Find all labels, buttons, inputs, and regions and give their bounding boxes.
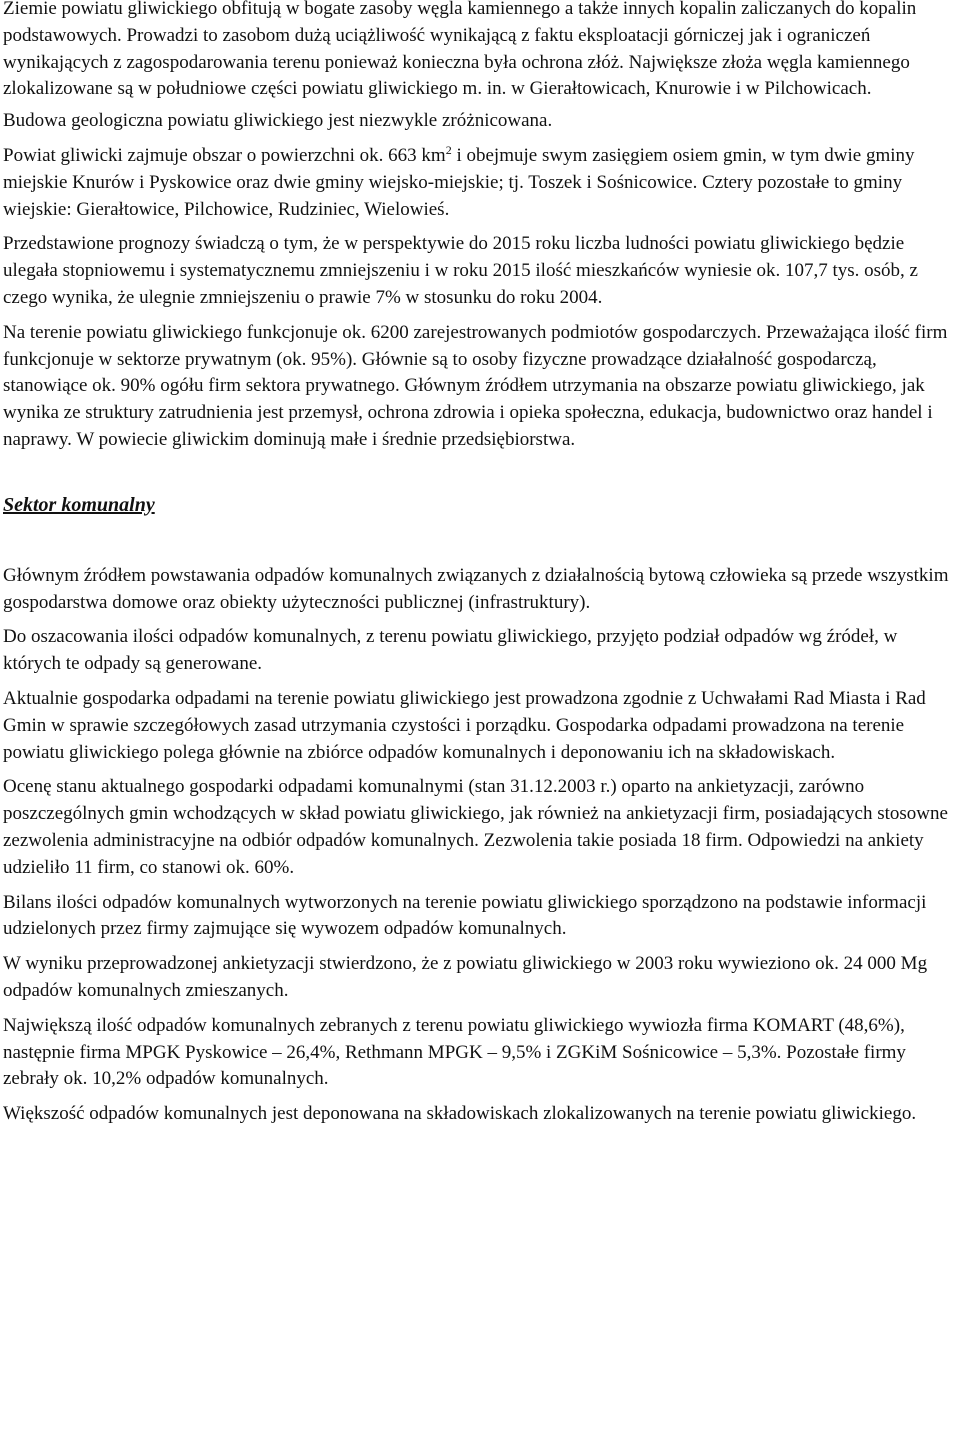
document-page bbox=[3, 0, 957, 1136]
paragraph-waste-balance: Bilans ilości odpadów komunalnych wytworzonych na terenie powiatu gliwickiego sporządzono na podstawie informacji udzielonych przez firmy zajmujące się wywozem odpadów komunalnych. bbox=[3, 891, 927, 940]
paragraph-collection-firms: Największą ilość odpadów komunalnych zebranych z terenu powiatu gliwickiego wywiozła firma KOMART (48,6%), następnie firma MPGK Pyskowice – 26,4%, Rethmann MPGK – 9,5% i ZGKiM Sośnicowice – 5,3%. Pozostałe firmy zebrały ok. 10,2% odpadów komunalnych. bbox=[3, 1014, 906, 1090]
paragraph-survey-results: W wyniku przeprowadzonej ankietyzacji stwierdzono, że z powiatu gliwickiego w 2003 roku wywieziono ok. 24 000 Mg odpadów komunalnych zmieszanych. bbox=[3, 953, 928, 1001]
paragraph-geology: Budowa geologiczna powiatu gliwickiego jest niezwykle zróżnicowana. bbox=[3, 110, 553, 132]
area-text-before: Powiat gliwicki zajmuje obszar o powierzchni ok. 663 km bbox=[3, 144, 446, 166]
paragraph-mineral-resources: Ziemie powiatu gliwickiego obfitują w bogate zasoby węgla kamiennego a także innych kopalin zaliczanych do kopalin podstawowych. Prowadzi to zasobom dużą uciążliwość wynikającą z faktu eksploatacji górniczej jak i ograniczeń wynikających z zagospodarowania terenu ponieważ konieczna była ochrona złóż. Największe złoża węgla kamiennego zlokalizowane są w południowe części powiatu gliwickiego m. in. w Gierałtowicach, Knurowie i w Pilchowicach. bbox=[3, 0, 917, 100]
paragraph-waste-estimation: Do oszacowania ilości odpadów komunalnych, z terenu powiatu gliwickiego, przyjęto podział odpadów wg źródeł, w których te odpady są generowane. bbox=[3, 626, 898, 675]
area-superscript: 2 bbox=[445, 142, 452, 157]
paragraph-economy: Na terenie powiatu gliwickiego funkcjonuje ok. 6200 zarejestrowanych podmiotów gospodarczych. Przeważająca ilość firm funkcjonuje w sektorze prywatnym (ok. 95%). Głównie są to osoby fizyczne prowadzące działalność gospodarczą, stanowiące ok. 90% ogółu firm sektora prywatnego. Głównym źródłem utrzymania na obszarze powiatu gliwickiego, jak wynika ze struktury zatrudnienia jest przemysł, ochrona zdrowia i opieka społeczna, edukacja, budownictwo oraz handel i naprawy. W powiecie gliwickim dominują małe i średnie przedsiębiorstwa. bbox=[3, 321, 948, 450]
paragraph-population: Przedstawione prognozy świadczą o tym, że w perspektywie do 2015 roku liczba ludności powiatu gliwickiego będzie ulegała stopniowemu i systematycznemu zmniejszeniu i w roku 2015 ilość mieszkańców wyniesie ok. 107,7 tys. osób, z czego wynika, że ulegnie zmniejszeniu o prawie 7% w stosunku do roku 2004. bbox=[3, 233, 918, 308]
paragraph-landfill-deposit: Większość odpadów komunalnych jest deponowana na składowiskach zlokalizowanych na terenie powiatu gliwickiego. bbox=[3, 1103, 917, 1125]
paragraph-waste-management: Aktualnie gospodarka odpadami na terenie powiatu gliwickiego jest prowadzona zgodnie z Uchwałami Rad Miasta i Rad Gmin w sprawie szczegółowych zasad utrzymania czystości i porządku. Gospodarka odpadami prowadzona na terenie powiatu gliwickiego polega głównie na zbiórce odpadów komunalnych i deponowaniu ich na składowiskach. bbox=[3, 687, 926, 763]
area-text-after: i obejmuje swym zasięgiem osiem gmin, w tym dwie gminy miejskie Knurów i Pyskowice oraz dwie gminy wiejsko-miejskie; tj. Toszek i Sośnicowice. Cztery pozostałe to gminy wiejskie: Gierałtowice, Pilchowice, Rudziniec, Wielowieś. bbox=[3, 144, 915, 220]
paragraph-survey-assessment: Ocenę stanu aktualnego gospodarki odpadami komunalnymi (stan 31.12.2003 r.) oparto na ankietyzacji, zarówno poszczególnych gmin wchodzących w skład powiatu gliwickiego, jak również na ankietyzacji firm, posiadających stosowne zezwolenia administracyjne na odbiór odpadów komunalnych. Zezwolenia takie posiada 18 firm. Odpowiedzi na ankiety udzieliło 11 firm, co stanowi ok. 60%. bbox=[3, 776, 948, 878]
paragraph-area bbox=[3, 143, 957, 223]
paragraph-waste-sources: Głównym źródłem powstawania odpadów komunalnych związanych z działalnością bytową człowieka są przede wszystkim gospodarstwa domowe oraz obiekty użyteczności publicznej (infrastruktury). bbox=[3, 564, 949, 613]
section-heading: Sektor komunalny bbox=[3, 493, 155, 516]
